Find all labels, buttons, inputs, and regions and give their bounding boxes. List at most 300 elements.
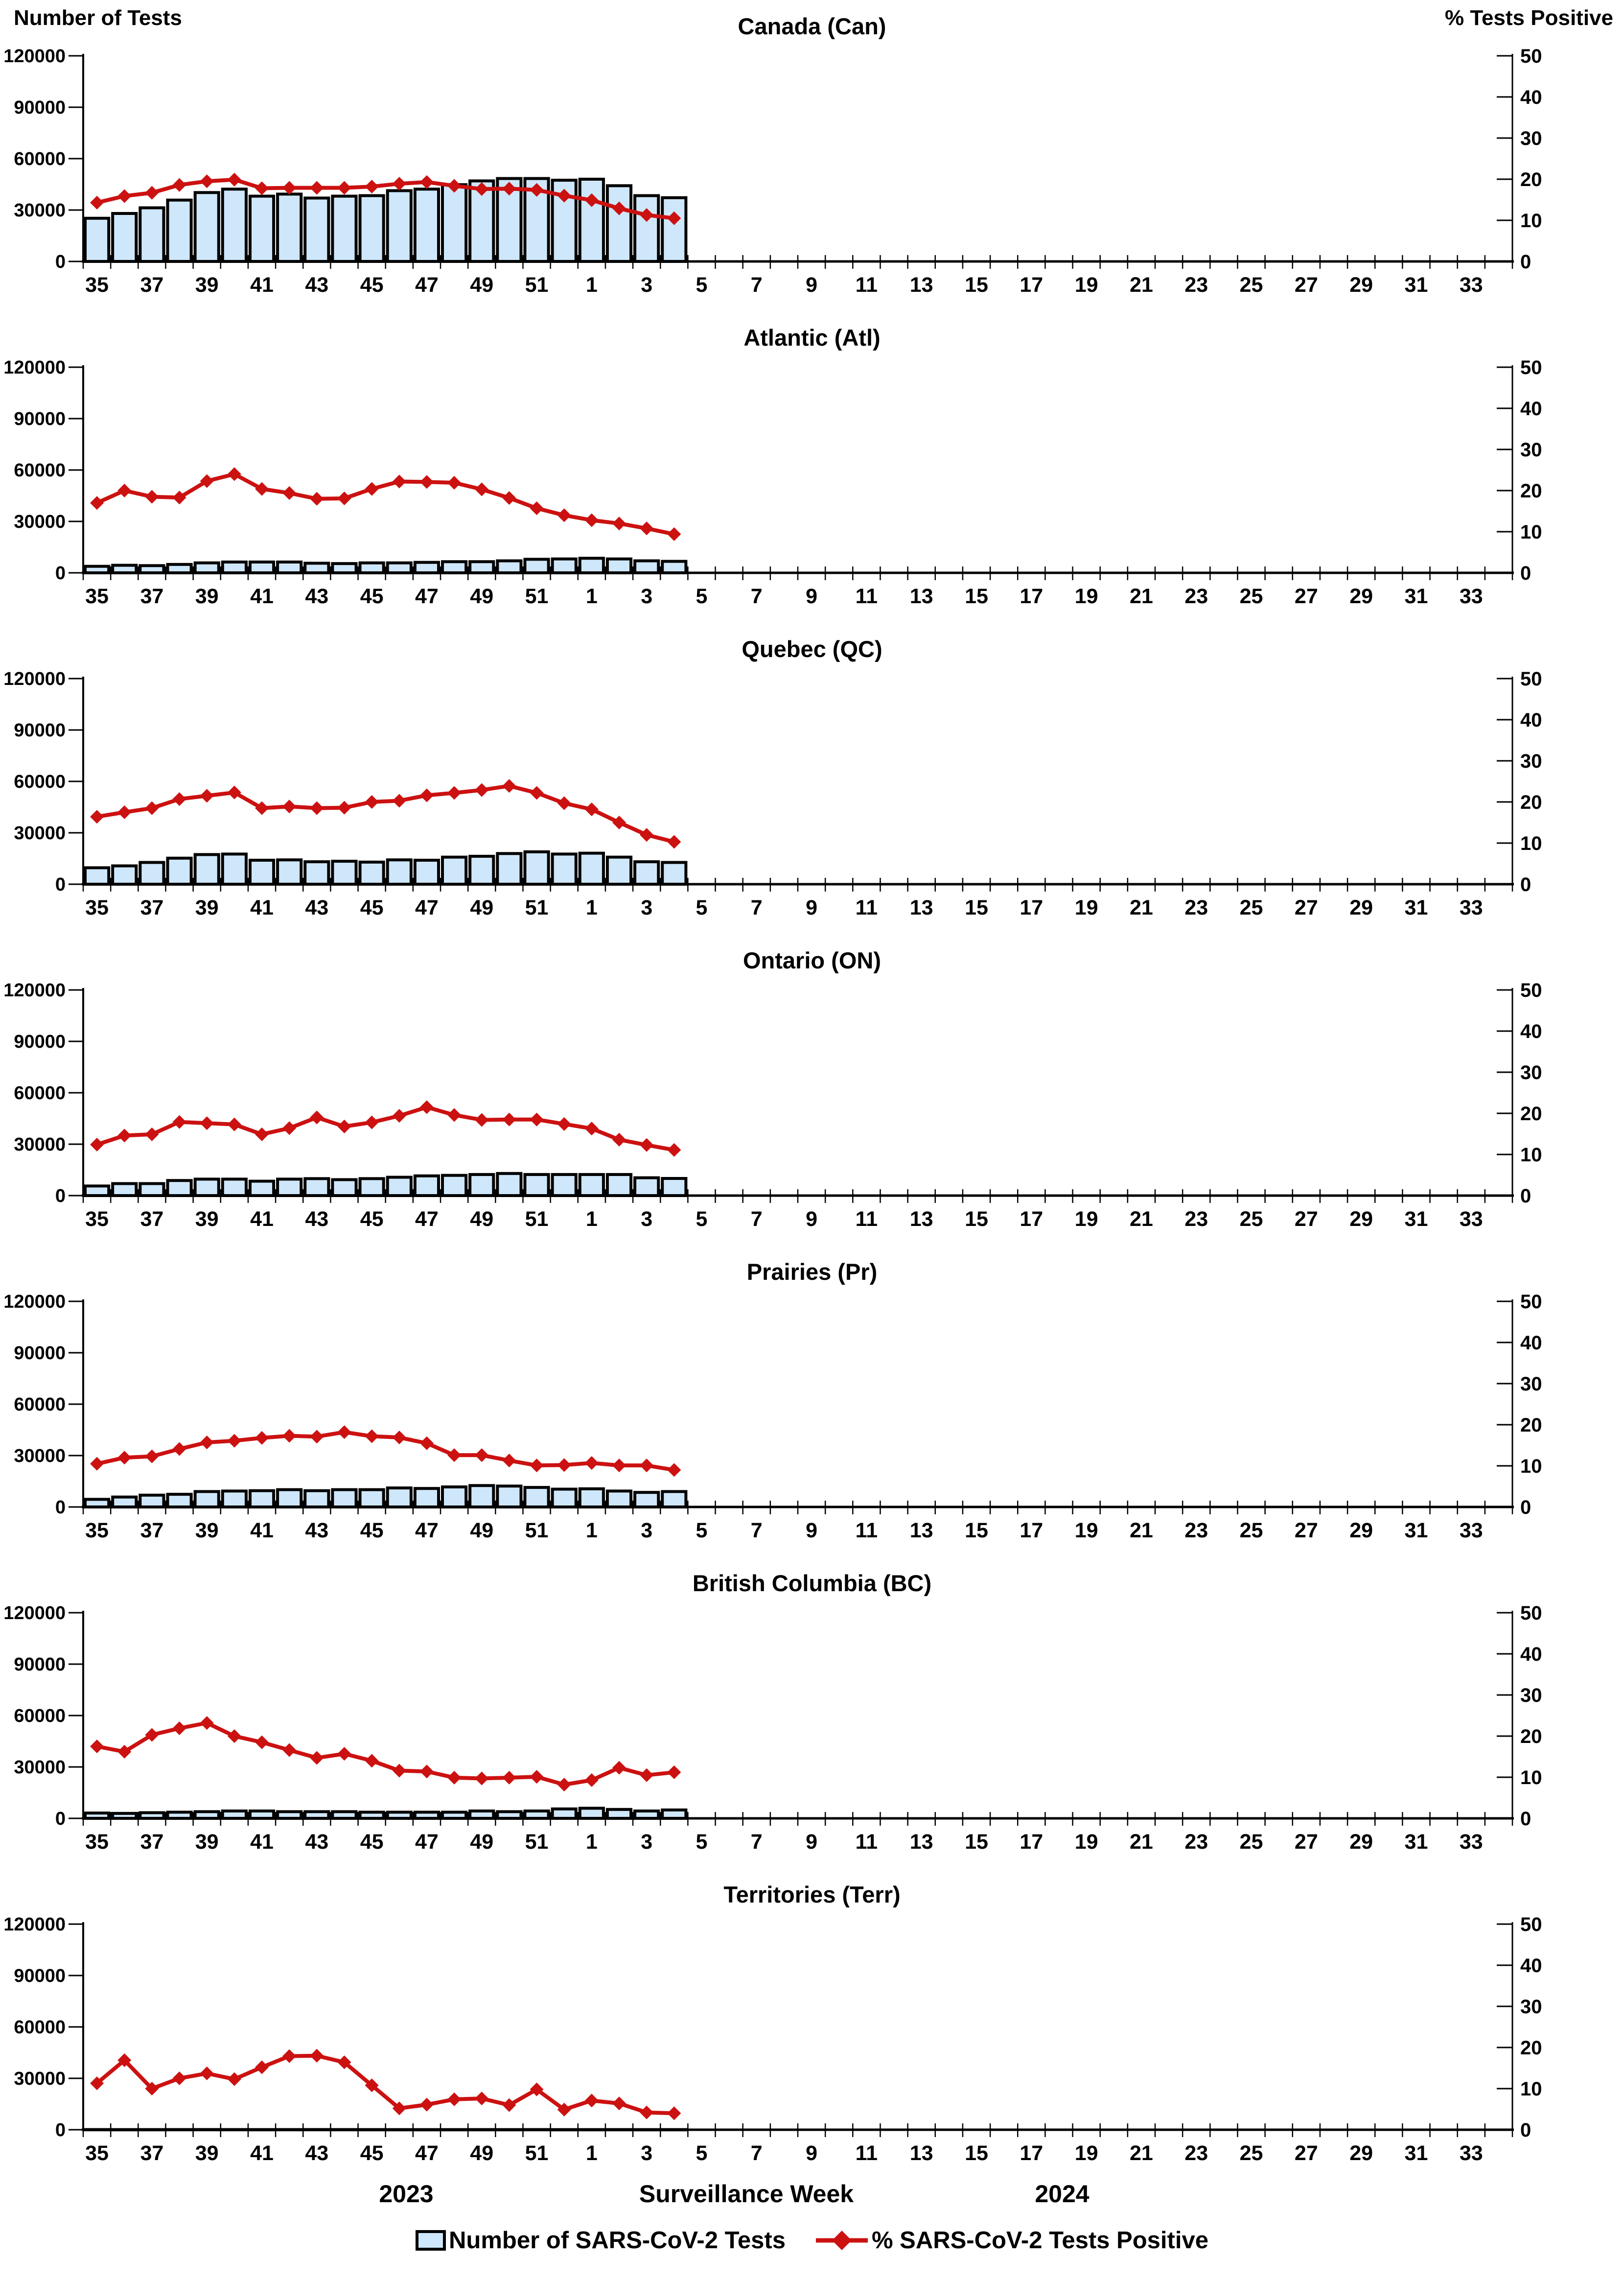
right-tick-label: 10 [1520, 521, 1542, 543]
x-tick-label: 45 [360, 1519, 384, 1542]
x-tick-label: 41 [250, 1207, 274, 1231]
pct-marker [447, 476, 461, 490]
x-tick-label: 13 [909, 896, 933, 919]
tests-bar [113, 866, 136, 884]
x-tick-label: 9 [806, 896, 818, 919]
x-tick-label: 35 [85, 896, 109, 919]
pct-marker [475, 1772, 488, 1786]
left-axis [3, 357, 83, 584]
panel-bc-chart [0, 1564, 1624, 1875]
x-tick-label: 49 [470, 896, 494, 919]
year-label-2023: 2023 [379, 2180, 434, 2208]
x-axis-labels [85, 585, 1483, 608]
pct-marker [255, 2060, 269, 2074]
legend-tests-label: Number of SARS-CoV-2 Tests [449, 2227, 786, 2254]
left-tick-label: 30000 [14, 823, 66, 844]
pct-marker [117, 484, 131, 497]
tests-bar [415, 1176, 439, 1196]
x-tick-label: 33 [1459, 896, 1483, 919]
pct-marker [530, 501, 544, 515]
left-tick-label: 30000 [14, 2069, 66, 2089]
tests-bar [250, 196, 274, 261]
pct-marker [117, 1129, 131, 1142]
x-tick-label: 33 [1459, 273, 1483, 297]
pct-marker [557, 1778, 571, 1791]
tests-bar [167, 565, 191, 573]
pct-marker [557, 797, 571, 810]
x-tick-label: 43 [305, 1207, 329, 1231]
x-axis-labels [85, 1519, 1483, 1542]
tests-bar [607, 1175, 631, 1196]
tests-bar [635, 1492, 658, 1507]
panel-title: Quebec (QC) [742, 636, 882, 662]
tests-bar [305, 1491, 328, 1507]
tests-bar [607, 1491, 631, 1507]
tests-bar [250, 1491, 274, 1507]
pct-line [97, 786, 674, 842]
pct-line [97, 2056, 674, 2114]
right-tick-label: 40 [1520, 1644, 1542, 1665]
x-tick-label: 15 [965, 896, 988, 919]
pct-marker [200, 174, 214, 188]
pct-marker [612, 1133, 626, 1147]
x-tick-label: 1 [585, 585, 598, 608]
left-tick-label: 30000 [14, 200, 66, 221]
tests-bar [278, 194, 301, 261]
right-tick-label: 50 [1520, 980, 1542, 1001]
pct-marker [255, 1128, 269, 1141]
panel-title: Atlantic (Atl) [743, 325, 881, 351]
axes [82, 1611, 1514, 1818]
x-tick-label: 21 [1130, 585, 1153, 608]
tests-bar [635, 862, 658, 884]
pct-marker [90, 810, 104, 823]
tests-bar [223, 562, 246, 573]
right-tick-label: 30 [1520, 1996, 1542, 2018]
x-tick-label: 9 [806, 585, 818, 608]
pct-marker [200, 789, 214, 802]
x-tick-label: 45 [360, 1207, 384, 1231]
x-tick-label: 21 [1130, 273, 1153, 297]
tests-bar [360, 1490, 384, 1507]
pct-marker [640, 1459, 653, 1472]
x-tick-label: 17 [1020, 585, 1044, 608]
right-tick-label: 10 [1520, 833, 1542, 854]
pct-marker [337, 1425, 351, 1439]
right-axis [1497, 46, 1542, 273]
tests-bar [305, 1178, 328, 1196]
tests-bar [470, 1485, 493, 1507]
pct-marker [393, 794, 406, 807]
tests-bar [195, 1179, 219, 1196]
pct-marker [393, 1431, 406, 1444]
tests-bar [113, 1184, 136, 1196]
tests-bar [553, 1809, 576, 1818]
left-axis [3, 980, 83, 1206]
left-axis-title: Number of Tests [14, 6, 182, 30]
pct-marker [475, 2092, 488, 2105]
x-tick-label: 27 [1294, 1207, 1318, 1231]
x-tick-label: 29 [1349, 2141, 1373, 2165]
x-tick-label: 37 [140, 1830, 164, 1854]
x-tick-label: 11 [855, 1519, 878, 1542]
right-tick-label: 0 [1520, 1185, 1531, 1207]
right-tick-label: 40 [1520, 709, 1542, 731]
x-tick-label: 37 [140, 1207, 164, 1231]
x-tick-label: 13 [909, 1830, 933, 1854]
pct-marker [173, 2071, 186, 2085]
pct-marker [255, 1431, 269, 1445]
pct-marker [282, 800, 296, 813]
pct-marker [557, 1117, 571, 1131]
x-tick-label: 25 [1239, 2141, 1263, 2165]
tests-bar [167, 1180, 191, 1196]
x-tick-label: 1 [585, 273, 598, 297]
x-tick-label: 13 [909, 1519, 933, 1542]
pct-marker [145, 1450, 159, 1463]
x-tick-label: 45 [360, 1830, 384, 1854]
pct-marker [420, 789, 434, 802]
x-tick-label: 7 [750, 1830, 763, 1854]
left-tick-label: 90000 [14, 409, 66, 429]
tests-bar [415, 1488, 439, 1507]
x-tick-label: 1 [585, 896, 598, 919]
x-tick-label: 29 [1349, 273, 1373, 297]
tests-bar [635, 561, 658, 573]
left-tick-label: 0 [55, 1809, 66, 1829]
x-tick-label: 1 [585, 2141, 598, 2165]
tests-bar [635, 196, 658, 261]
pct-marker [282, 181, 296, 195]
x-tick-label: 43 [305, 585, 329, 608]
tests-bar [607, 1810, 631, 1818]
x-tick-label: 47 [415, 1519, 439, 1542]
right-tick-label: 20 [1520, 480, 1542, 502]
tests-bar [195, 854, 219, 884]
pct-marker [117, 1451, 131, 1464]
pct-line-marker-icon [815, 2227, 869, 2254]
x-axis-title: Surveillance Week [639, 2180, 854, 2208]
tests-bar [497, 561, 521, 573]
tests-bar [580, 1489, 603, 1507]
tests-bar [113, 213, 136, 261]
panel-terr-chart [0, 1875, 1624, 2187]
pct-marker [310, 1110, 324, 1124]
x-tick-label: 39 [195, 585, 219, 608]
left-tick-label: 60000 [14, 149, 66, 169]
right-tick-label: 40 [1520, 1021, 1542, 1042]
pct-marker [228, 2072, 241, 2086]
x-tick-label: 31 [1404, 1207, 1428, 1231]
pct-marker [393, 1109, 406, 1123]
right-tick-label: 30 [1520, 128, 1542, 149]
pct-marker [282, 486, 296, 500]
x-tick-label: 47 [415, 585, 439, 608]
x-tick-label: 51 [525, 585, 549, 608]
tests-bar [662, 198, 686, 261]
x-tick-label: 7 [750, 2141, 763, 2165]
x-tick-label: 27 [1294, 273, 1318, 297]
x-tick-label: 11 [855, 1207, 878, 1231]
left-tick-label: 90000 [14, 97, 66, 118]
tests-bar [223, 1179, 246, 1196]
tests-bar [360, 563, 384, 573]
pct-marker [420, 1436, 434, 1450]
left-axis [3, 1914, 83, 2141]
tests-bar [497, 853, 521, 884]
pct-marker [337, 492, 351, 505]
pct-line [97, 474, 674, 534]
x-tick-label: 51 [525, 2141, 549, 2165]
x-tick-label: 1 [585, 1830, 598, 1854]
tests-bar [250, 860, 274, 884]
pct-marker [255, 181, 269, 195]
x-tick-label: 27 [1294, 2141, 1318, 2165]
x-tick-label: 15 [965, 585, 988, 608]
x-tick-label: 5 [696, 1519, 708, 1542]
pct-marker [337, 1747, 351, 1761]
x-tick-label: 35 [85, 1207, 109, 1231]
x-tick-label: 31 [1404, 1830, 1428, 1854]
pct-marker [447, 1448, 461, 1462]
x-tick-label: 51 [525, 896, 549, 919]
tests-bar [85, 218, 109, 261]
tests-bar [580, 1175, 603, 1196]
x-tick-label: 49 [470, 1830, 494, 1854]
pct-marker [228, 1118, 241, 1131]
tests-bar [580, 179, 603, 261]
tests-bar [332, 1490, 356, 1507]
x-tick-label: 37 [140, 2141, 164, 2165]
left-tick-label: 120000 [3, 1292, 66, 1312]
tests-bar [442, 857, 466, 884]
left-tick-label: 60000 [14, 460, 66, 481]
tests-bar [278, 860, 301, 884]
left-tick-label: 120000 [3, 1914, 66, 1935]
right-tick-label: 0 [1520, 251, 1531, 273]
pct-marker [667, 835, 681, 848]
tests-bar [223, 189, 246, 261]
panel-title: Ontario (ON) [743, 947, 881, 973]
pct-marker [90, 196, 104, 210]
pct-marker [612, 1459, 626, 1472]
x-tick-label: 17 [1020, 1519, 1044, 1542]
pct-marker [502, 491, 516, 505]
pct-marker [337, 1120, 351, 1133]
tests-bar [388, 190, 411, 261]
tests-bar [525, 852, 548, 884]
x-tick-label: 25 [1239, 896, 1263, 919]
x-tick-label: 41 [250, 1830, 274, 1854]
left-tick-label: 120000 [3, 980, 66, 1001]
x-tick-label: 49 [470, 585, 494, 608]
x-tick-label: 23 [1184, 1519, 1208, 1542]
tests-bar [388, 1177, 411, 1196]
x-tick-label: 27 [1294, 896, 1318, 919]
right-axis [1497, 668, 1542, 895]
x-tick-label: 33 [1459, 1207, 1483, 1231]
pct-marker [173, 792, 186, 806]
x-tick-label: 27 [1294, 585, 1318, 608]
x-axis-labels [85, 896, 1483, 919]
pct-marker [145, 186, 159, 200]
tests-bar [85, 1186, 109, 1196]
tests-bar [497, 1486, 521, 1507]
x-tick-label: 11 [855, 1830, 878, 1854]
x-tick-label: 51 [525, 1207, 549, 1231]
panel-title: British Columbia (BC) [692, 1570, 932, 1596]
x-tick-label: 31 [1404, 273, 1428, 297]
x-tick-label: 49 [470, 273, 494, 297]
tests-bar [85, 868, 109, 884]
pct-marker [117, 805, 131, 819]
x-tick-label: 23 [1184, 896, 1208, 919]
x-tick-label: 41 [250, 2141, 274, 2165]
panel-title: Territories (Terr) [723, 1882, 901, 1907]
x-tick-label: 5 [696, 1207, 708, 1231]
tests-bar [662, 1492, 686, 1507]
x-tick-label: 13 [909, 273, 933, 297]
right-tick-label: 50 [1520, 357, 1542, 378]
tests-bar [470, 856, 493, 884]
pct-marker [612, 517, 626, 530]
pct-marker [447, 1771, 461, 1785]
pct-markers [90, 779, 681, 848]
left-tick-label: 60000 [14, 2017, 66, 2038]
left-tick-label: 90000 [14, 720, 66, 741]
tests-bar [415, 563, 439, 573]
x-tick-label: 49 [470, 1519, 494, 1542]
panel-qc-chart [0, 630, 1624, 941]
x-tick-label: 15 [965, 1519, 988, 1542]
left-tick-label: 120000 [3, 46, 66, 67]
x-tick-label: 25 [1239, 273, 1263, 297]
x-tick-label: 43 [305, 896, 329, 919]
x-axis-labels [85, 1830, 1483, 1854]
left-tick-label: 60000 [14, 772, 66, 792]
right-tick-label: 50 [1520, 1291, 1542, 1313]
pct-marker [420, 1100, 434, 1114]
pct-marker [585, 1456, 599, 1470]
x-tick-label: 5 [696, 2141, 708, 2165]
tests-bar [360, 862, 384, 884]
pct-marker [393, 177, 406, 190]
tests-bar [140, 1184, 163, 1196]
pct-marker [255, 1736, 269, 1749]
x-tick-label: 19 [1074, 1519, 1098, 1542]
right-tick-label: 50 [1520, 1914, 1542, 1935]
x-tick-label: 31 [1404, 585, 1428, 608]
tests-bar [167, 200, 191, 261]
pct-marker [173, 1442, 186, 1456]
x-tick-label: 17 [1020, 1830, 1044, 1854]
axes [82, 1299, 1514, 1507]
left-tick-label: 30000 [14, 1446, 66, 1466]
tests-bar [250, 1181, 274, 1196]
x-tick-label: 19 [1074, 1207, 1098, 1231]
left-tick-label: 90000 [14, 1966, 66, 1986]
x-tick-label: 33 [1459, 1519, 1483, 1542]
left-axis [3, 1292, 83, 1518]
tests-bar [332, 564, 356, 573]
right-tick-label: 30 [1520, 1062, 1542, 1083]
panel-title: Prairies (Pr) [746, 1259, 878, 1285]
x-tick-label: 17 [1020, 273, 1044, 297]
x-tick-label: 47 [415, 1830, 439, 1854]
right-tick-label: 50 [1520, 668, 1542, 690]
left-tick-label: 90000 [14, 1654, 66, 1675]
x-tick-label: 35 [85, 1830, 109, 1854]
pct-markers [90, 2049, 681, 2120]
left-tick-label: 90000 [14, 1343, 66, 1364]
tests-bar [553, 559, 576, 573]
x-tick-label: 7 [750, 273, 763, 297]
tests-bar [140, 863, 163, 884]
left-axis [3, 1603, 83, 1829]
pct-marker [200, 2067, 214, 2080]
x-tick-label: 39 [195, 2141, 219, 2165]
x-tick-label: 23 [1184, 273, 1208, 297]
tests-bar [332, 861, 356, 884]
tests-bar [195, 1492, 219, 1507]
tests-bar [305, 563, 328, 573]
right-tick-label: 0 [1520, 1808, 1531, 1830]
right-tick-label: 40 [1520, 87, 1542, 108]
tests-bar [360, 196, 384, 261]
left-tick-label: 0 [55, 1497, 66, 1518]
x-tick-label: 15 [965, 273, 988, 297]
pct-marker [667, 1143, 681, 1157]
pct-marker [117, 189, 131, 203]
x-tick-label: 21 [1130, 1519, 1153, 1542]
left-tick-label: 60000 [14, 1083, 66, 1104]
x-tick-label: 13 [909, 2141, 933, 2165]
x-tick-label: 3 [641, 2141, 653, 2165]
pct-marker [502, 1113, 516, 1127]
tests-bar [442, 185, 466, 261]
right-tick-label: 20 [1520, 2037, 1542, 2059]
x-tick-label: 25 [1239, 585, 1263, 608]
x-tick-label: 7 [750, 1519, 763, 1542]
x-tick-label: 17 [1020, 896, 1044, 919]
right-tick-label: 0 [1520, 874, 1531, 895]
pct-marker [228, 1729, 241, 1743]
x-tick-label: 21 [1130, 1207, 1153, 1231]
x-tick-label: 15 [965, 1207, 988, 1231]
x-tick-label: 47 [415, 1207, 439, 1231]
tests-bar [167, 858, 191, 884]
left-tick-label: 120000 [3, 1603, 66, 1623]
left-tick-label: 60000 [14, 1394, 66, 1415]
x-tick-label: 19 [1074, 1830, 1098, 1854]
tests-bar [332, 1179, 356, 1196]
panel-atl-chart [0, 318, 1624, 630]
x-axis-labels [85, 1207, 1483, 1231]
x-tick-label: 21 [1130, 896, 1153, 919]
x-tick-label: 49 [470, 2141, 494, 2165]
pct-marker [640, 521, 653, 535]
tests-bar [525, 1175, 548, 1196]
tests-bar [332, 196, 356, 261]
x-tick-label: 41 [250, 1519, 274, 1542]
x-tick-label: 37 [140, 273, 164, 297]
pct-marker [145, 490, 159, 504]
x-tick-label: 5 [696, 585, 708, 608]
left-tick-label: 0 [55, 2120, 66, 2141]
right-axis-title: % Tests Positive [1445, 6, 1613, 30]
tests-bar [470, 1175, 493, 1196]
x-tick-label: 9 [806, 1830, 818, 1854]
